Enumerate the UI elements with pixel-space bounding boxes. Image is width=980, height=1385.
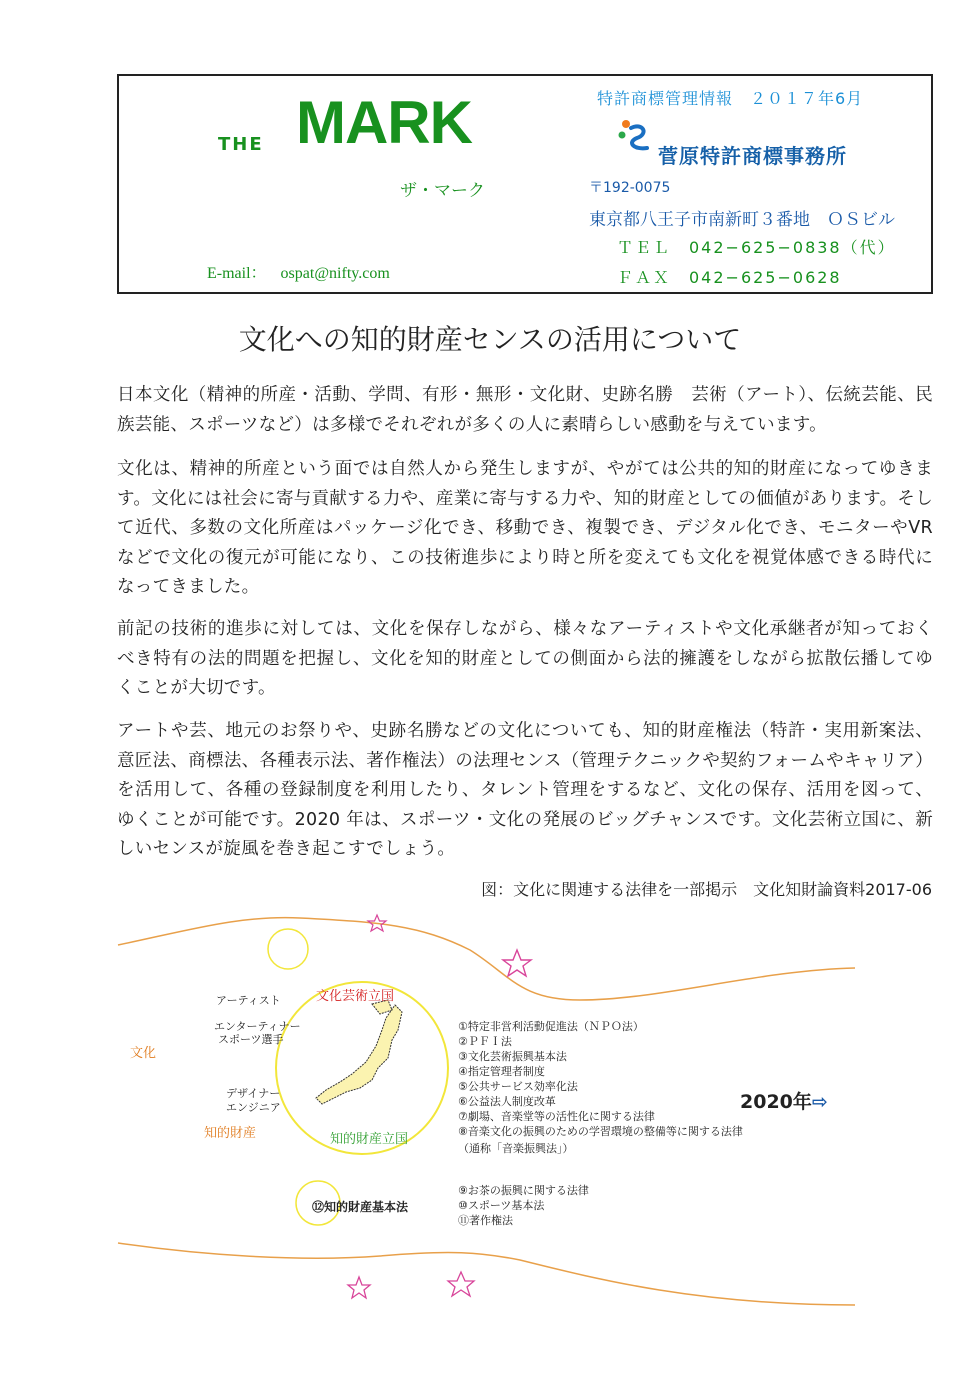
law-item: ⑦劇場、音楽堂等の活性化に関する法律: [458, 1110, 655, 1123]
newsletter-the: THE: [218, 134, 264, 155]
email-address[interactable]: ospat@nifty.com: [280, 265, 390, 282]
publication-info: 特許商標管理情報 ２０１７年6月: [597, 89, 864, 108]
lower-wave-line: [118, 1243, 855, 1305]
fax: ＦＡＸ 042−625−0628: [617, 268, 842, 287]
law-item: ⑩スポーツ基本法: [458, 1199, 545, 1212]
law-item: ⑧音楽文化の振興のための学習環境の整備等に関する法律: [458, 1125, 743, 1138]
paragraph: 前記の技術的進歩に対しては、文化を保存しながら、様々なアーティストや文化承継者が知っておくべき特有の法的問題を把握し、文化を知的財産としての側面から法的擁護をしながら拡散伝播してゆくことが大切です。: [117, 619, 933, 698]
label-bunka: 文化: [130, 1046, 157, 1061]
law-item-12: ⑫知的財産基本法: [312, 1200, 409, 1214]
label-ip-nation: 知的財産立国: [330, 1132, 409, 1147]
newsletter-kana: ザ・マーク: [400, 181, 485, 201]
upper-wave-line: [118, 918, 855, 1000]
paragraph: 日本文化（精神的所産・活動、学問、有形・無形・文化財、史跡名勝 芸術（アート）、伝統芸能、民族芸能、スポーツなど）は多様でそれぞれが多くの人に素晴らしい感動を与えています。: [117, 385, 933, 435]
law-item-note: （通称「音楽振興法」）: [458, 1142, 574, 1155]
firm-name: 菅原特許商標事務所: [658, 144, 847, 168]
star-icon: [503, 950, 531, 976]
label-designer: デザイナー: [226, 1087, 281, 1100]
law-item: ⑪著作権法: [458, 1214, 513, 1227]
telephone: ＴＥＬ 042−625−0838（代）: [617, 238, 896, 257]
paragraph: 文化は、精神的所産という面では自然人から発生しますが、やがては公共的知的財産になってゆきます。文化には社会に寄与貢献する力や、産業に寄与する力や、知的財産としての価値があります。そして近代、多数の文化所産はパッケージ化でき、移動でき、複製でき、デジタル化でき、モニターやVRなどで文化の復元が可能になり、この技術進歩により時と所を変えても文化を視覚体感できる時代になってきました。: [117, 459, 933, 597]
law-item: ③文化芸術振興基本法: [458, 1050, 567, 1063]
email-label: E-mail：: [207, 265, 267, 282]
address: 東京都八王子市南新町３番地 ＯＳビル: [589, 210, 895, 230]
law-item: ⑤公共サービス効率化法: [458, 1080, 578, 1093]
postal-code: 〒192-0075: [589, 180, 671, 196]
label-engineer: エンジニア: [226, 1101, 281, 1114]
article-title: 文化への知的財産センスの活用について: [238, 323, 742, 356]
law-item: ⑨お茶の振興に関する法律: [458, 1184, 589, 1197]
star-icon: [448, 1272, 474, 1296]
paragraph: アートや芸、地元のお祭りや、史跡名勝などの文化についても、知的財産権法（特許・実用新案法、意匠法、商標法、各種表示法、著作権法）の法理センス（管理テクニックや契約フォームやキャリア）を活用して、各種の登録制度を利用したり、タレント管理をするなど、文化の保存、活用を図って、ゆくことが可能です。2020 年は、スポーツ・文化の発展のビッグチャンスです。文化芸術立国に、新しいセンスが旋風を巻き起こすでしょう。: [117, 721, 933, 859]
law-item: ②ＰＦＩ法: [458, 1035, 512, 1048]
label-culture-nation: 文化芸術立国: [316, 989, 395, 1004]
japan-map-icon: [316, 1000, 402, 1104]
label-chitekizaisan: 知的財産: [204, 1126, 257, 1141]
law-item: ④指定管理者制度: [458, 1065, 545, 1078]
year-label: 2020年: [740, 1091, 812, 1113]
star-icon: [348, 1277, 370, 1298]
law-item: ①特定非営利活動促進法（ＮＰＯ法）: [458, 1020, 644, 1033]
small-yellow-circle: [268, 929, 308, 969]
year-2020: [740, 1087, 828, 1114]
arrow-right-icon: ⇨: [811, 1091, 828, 1113]
law-item: ⑥公益法人制度改革: [458, 1095, 556, 1108]
label-entertainer: エンターティナー: [214, 1020, 301, 1033]
label-athlete: スポーツ選手: [218, 1033, 284, 1046]
newsletter-logo-mark: MARK: [296, 89, 472, 156]
figure-caption: 図：文化に関連する法律を一部掲示 文化知財論資料2017-06: [481, 880, 932, 899]
label-artist: アーティスト: [216, 994, 281, 1007]
